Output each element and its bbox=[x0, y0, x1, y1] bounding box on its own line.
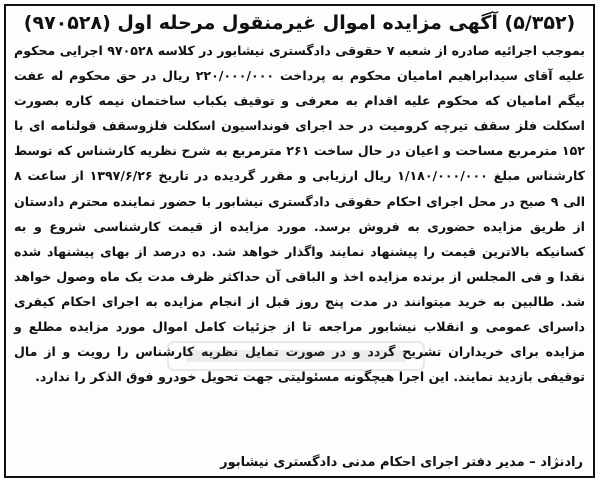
auction-notice bbox=[4, 4, 595, 478]
notice-signature: رادنژاد – مدیر دفتر اجرای احکام مدنی دادگستری نیشابور bbox=[220, 455, 583, 470]
notice-body: بموجب اجرائیه صادره از شعبه ۷ حقوقی دادگستری نیشابور در کلاسه ۹۷۰۵۲۸ اجرایی محکوم علیه آقای سیدابراهیم امامیان محکوم به پرداخت ۲۲۰/۰۰۰/۰۰۰ ریال در حق محکوم له عفت بیگم امامیان که محکوم علیه اقدام به معرفی و توقیف یکباب ساختمان نیمه کاره بصورت اسکلت فلز سقف تیرچه کرومیت در حد اجرای فونداسیون اسکلت فلزوسقف قولنامه ای با ۱۵۲ مترمربع مساحت و اعیان در حال ساخت ۲۶۱ مترمربع به شرح نظریه کارشناس که توسط کارشناس مبلغ ۱/۱۸۰/۰۰۰/۰۰۰ ریال ارزیابی و مقرر گردیده در تاریخ ۱۳۹۷/۶/۲۶ از ساعت ۸ الی ۹ صبح در محل اجرای احکام حقوقی دادگستری نیشابور با حضور نماینده محترم دادستان از طریق مزایده حضوری به فروش برسد. مورد مزایده از قیمت کارشناسی شروع و به کسانیکه بالاترین قیمت را پیشنهاد نمایند واگذار خواهد شد. ده درصد از بهای پیشنهاد شده نقدا و فی المجلس از برنده مزایده اخذ و الباقی آن حداکثر ظرف مدت یک ماه وصول خواهد شد. طالبین به خرید میتوانند در مدت پنج روز قبل از انجام مزایده به اجرای احکام کیفری داسرای عمومی و انقلاب نیشابور مراجعه تا از جزئیات کامل اموال مورد مزایده مطلع و مزایده برای خریداران تشریح گردد و در صورت تمایل نظریه کارشناس را رویت و از مال توقیفی بازدید نمایند. این اجرا هیچگونه مسئولیتی جهت تحویل خودرو فوق الذکر را ندارد. bbox=[14, 43, 586, 385]
notice-title: (۵/۳۵۲) آگهی مزایده اموال غیرمنقول مرحله اول (۹۷۰۵۲۸) bbox=[23, 12, 576, 34]
